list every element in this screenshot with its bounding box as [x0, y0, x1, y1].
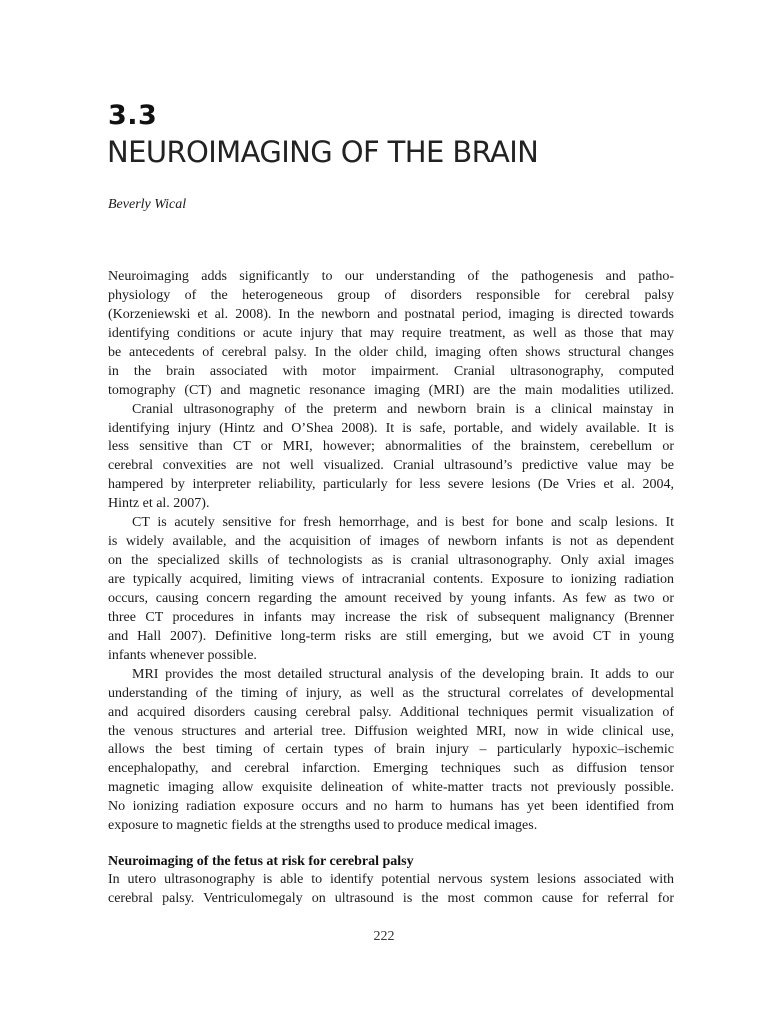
text-line: Neuroimaging adds significantly to our understanding of the pathogenesis and patho- — [108, 269, 674, 284]
body-text — [108, 268, 674, 836]
text-line: hampered by interpreter reliability, particularly for less severe lesions (De Vries et al. 2004, — [108, 477, 674, 493]
text-line: and Hall 2007). Definitive long-term risks are still emerging, but we avoid CT in young — [108, 628, 674, 644]
text-line: identifying injury (Hintz and O’Shea 2008). It is safe, portable, and widely available. It is — [108, 420, 674, 436]
text-line: physiology of the heterogeneous group of disorders responsible for cerebral palsy — [108, 287, 674, 303]
text-line: No ionizing radiation exposure occurs and no harm to humans has yet been identified from — [108, 799, 674, 815]
section-text — [108, 870, 674, 908]
text-line: identifying conditions or acute injury that may require treatment, as well as those that may — [108, 325, 674, 341]
text-line: allows the best timing of certain types of brain injury – particularly hypoxic–ischemic — [108, 742, 674, 758]
text-line: occurs, causing concern regarding the amount received by young infants. As few as two or — [108, 590, 674, 606]
chapter-title: NEUROIMAGING OF THE BRAIN — [107, 135, 539, 169]
text-line: understanding of the timing of injury, as well as the structural correlates of developmental — [108, 685, 674, 701]
text-line: Cranial ultrasonography of the preterm and newborn brain is a clinical mainstay in — [132, 401, 674, 417]
text-line: in the brain associated with motor impairment. Cranial ultrasonography, computed — [108, 363, 674, 379]
text-line: (Korzeniewski et al. 2008). In the newborn and postnatal period, imaging is directed towards — [108, 306, 674, 322]
text-line: magnetic imaging allow exquisite delineation of white-matter tracts not previously possible. — [108, 780, 674, 796]
text-line: are typically acquired, limiting views of intracranial contents. Exposure to ionizing radiation — [108, 572, 674, 587]
text-line: cerebral palsy. Ventriculomegaly on ultrasound is the most common cause for referral for — [108, 890, 674, 906]
text-line: three CT procedures in infants may increase the risk of subsequent malignancy (Brenner — [108, 609, 674, 625]
text-line: is widely available, and the acquisition of images of newborn infants is not as dependent — [108, 534, 674, 550]
page-number: 222 — [373, 929, 395, 944]
text-line: on the specialized skills of technologists as is cranial ultrasonography. Only axial images — [108, 553, 674, 569]
text-line: Hintz et al. 2007). — [108, 496, 210, 512]
text-line: cerebral convexities are not well visualized. Cranial ultrasound’s predictive value may be — [108, 458, 674, 474]
text-line: the venous structures and arterial tree. Diffusion weighted MRI, now in wide clinical use, — [108, 723, 674, 739]
text-line: MRI provides the most detailed structural analysis of the developing brain. It adds to our — [132, 666, 674, 682]
text-line: encephalopathy, and cerebral infarction. Emerging techniques such as diffusion tensor — [108, 761, 674, 777]
text-line: CT is acutely sensitive for fresh hemorrhage, and is best for bone and scalp lesions. It — [132, 515, 674, 531]
author-name: Beverly Wical — [108, 197, 187, 212]
text-line: infants whenever possible. — [108, 647, 257, 663]
section-heading: Neuroimaging of the fetus at risk for cerebral palsy — [108, 854, 414, 869]
text-line: exposure to magnetic fields at the strengths used to produce medical images. — [108, 818, 538, 834]
text-line: In utero ultrasonography is able to identify potential nervous system lesions associated with — [108, 872, 674, 887]
text-line: be antecedents of cerebral palsy. In the older child, imaging often shows structural changes — [108, 344, 674, 360]
text-line: tomography (CT) and magnetic resonance imaging (MRI) are the main modalities utilized. — [108, 382, 674, 398]
chapter-number: 3.3 — [108, 100, 158, 131]
text-line: less sensitive than CT or MRI, however; abnormalities of the brainstem, cerebellum or — [108, 439, 674, 455]
text-line: and acquired disorders causing cerebral palsy. Additional techniques permit visualization of — [108, 704, 674, 720]
